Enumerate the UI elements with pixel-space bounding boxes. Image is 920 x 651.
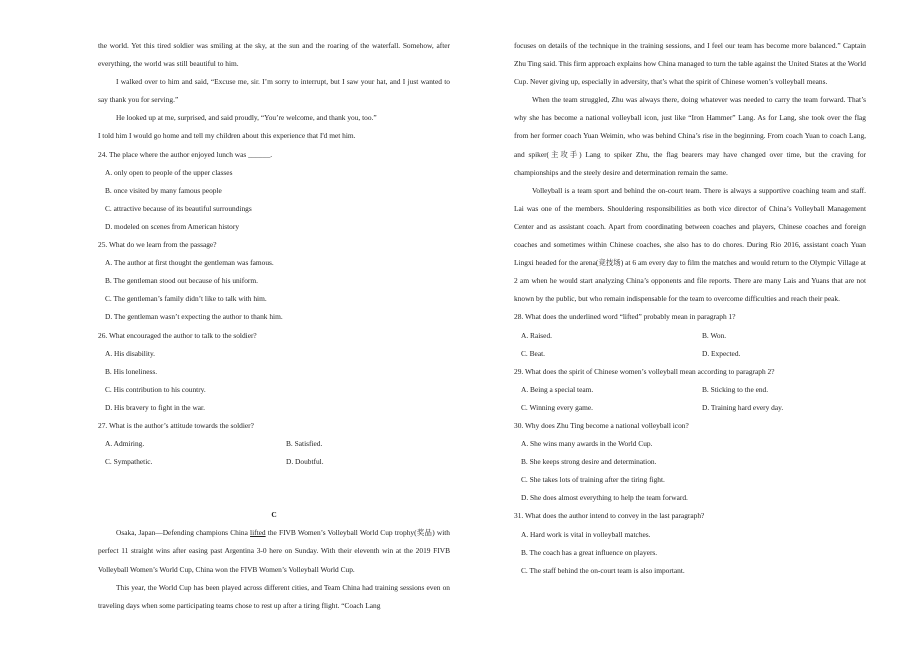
- question-27: [98, 417, 450, 471]
- passage-paragraph: Volleyball is a team sport and behind the on-court team. There is always a supportive coaching team and staff. Lai was one of the members. Shouldering responsibilities as both vice director of China’s Volleyball Management Center and as assistant coach. Apart from coordinating between coaches and players, Chinese coaches and foreign coaches and sometimes within Chinese coaches, she also has to do chores. During Rio 2016, assistant coach Yuan Lingxi headed for the arena(竞技场) at 6 am every day to film the matches and would return to the Olympic Village at 2 am when he would start analyzing China’s opponents and file reports. There are many Lais and Yuans that are not known by the public, but who remain indispensable for the team to overcome difficulties and reach their peak.: [514, 185, 866, 304]
- option-c: C. Winning every game.: [521, 402, 594, 412]
- option-a: A. Raised.: [521, 330, 552, 340]
- option-a: A. She wins many awards in the World Cup.: [521, 439, 653, 449]
- option-c: C. attractive because of its beautiful surroundings: [105, 203, 252, 213]
- question-25: [98, 236, 450, 326]
- passage-paragraph: When the team struggled, Zhu was always there, doing whatever was needed to carry the team forward. That’s why she has become a national volleyball icon, just like “Iron Hammer” Lang. As for Lang, she took over the flag from her former coach Yuan Weimin, who was behind China’s rise in the beginning. From coach Yuan to coach Lang, and spiker(主攻手) Lang to spiker Zhu, the flag bearers may have changed over time, but the craving for championships and the steely desire and determination remain the same.: [514, 95, 866, 177]
- question-29: [514, 363, 866, 417]
- question-stem: 28. What does the underlined word “lifted” probably mean in paragraph 1?: [514, 312, 736, 322]
- question-31: [514, 507, 866, 579]
- question-stem: 26. What encouraged the author to talk to the soldier?: [98, 330, 257, 340]
- section-heading: C: [271, 510, 277, 520]
- option-a: A. The author at first thought the gentleman was famous.: [105, 258, 274, 268]
- option-d: D. The gentleman wasn’t expecting the author to thank him.: [105, 312, 283, 322]
- section-spacer: [98, 471, 450, 506]
- option-b: B. once visited by many famous people: [105, 185, 222, 195]
- question-stem: 30. Why does Zhu Ting become a national volleyball icon?: [514, 420, 689, 430]
- question-stem: 31. What does the author intend to convey in the last paragraph?: [514, 511, 705, 521]
- option-row: [521, 381, 866, 399]
- passage-paragraph: I told him I would go home and tell my children about this experience that I'd met him.: [98, 131, 356, 141]
- option-a: A. His disability.: [105, 348, 156, 358]
- option-b: B. Sticking to the end.: [702, 384, 769, 394]
- option-d: D. She does almost everything to help the team forward.: [521, 493, 688, 503]
- passage-paragraph: focuses on details of the technique in the training sessions, and I feel our team has become more balanced.” Captain Zhu Ting said. This firm approach explains how China managed to turn the table against the United States at the World Cup. Never giving up, especially in adversity, that’s what the spirit of Chinese women’s volleyball means.: [514, 41, 866, 87]
- question-26: [98, 327, 450, 417]
- option-a: A. only open to people of the upper classes: [105, 167, 233, 177]
- option-row: [105, 453, 450, 471]
- option-c: C. Sympathetic.: [105, 457, 153, 467]
- question-30: [514, 417, 866, 507]
- option-d: D. Expected.: [702, 348, 741, 358]
- text-run: Osaka, Japan—Defending champions China: [116, 528, 251, 538]
- passage-paragraph: [98, 524, 450, 578]
- option-d: D. His bravery to fight in the war.: [105, 402, 205, 412]
- option-c: C. His contribution to his country.: [105, 384, 206, 394]
- option-b: B. The coach has a great influence on players.: [521, 547, 658, 557]
- passage-paragraph: He looked up at me, surprised, and said proudly, “You’re welcome, and thank you, too.”: [116, 113, 377, 123]
- option-row: [521, 399, 866, 417]
- text-run: the FIVB Women’s Volleyball World Cup trophy(奖品) with perfect 11 straight wins after easing past Argentina 3-0 here on Sunday. With their eleventh win at the 2019 FIVB Volleyball Women’s World Cup, China won the FIVB Women’s Volleyball World Cup.: [98, 528, 450, 574]
- underlined-word: lifted: [250, 528, 266, 538]
- question-stem: 24. The place where the author enjoyed lunch was ______.: [98, 149, 273, 159]
- option-row: [521, 327, 866, 345]
- option-c: C. Beat.: [521, 348, 546, 358]
- question-24: [98, 146, 450, 236]
- option-d: D. Training hard every day.: [702, 402, 784, 412]
- question-stem: 29. What does the spirit of Chinese women’s volleyball mean according to paragraph 2?: [514, 366, 775, 376]
- option-a: A. Being a special team.: [521, 384, 594, 394]
- question-stem: 25. What do we learn from the passage?: [98, 240, 217, 250]
- option-b: B. She keeps strong desire and determination.: [521, 457, 657, 467]
- option-b: B. His loneliness.: [105, 366, 158, 376]
- left-column: [98, 37, 450, 615]
- option-d: D. modeled on scenes from American history: [105, 221, 240, 231]
- option-row: [105, 435, 450, 453]
- option-d: D. Doubtful.: [286, 457, 324, 467]
- option-b: B. Satisfied.: [286, 439, 323, 449]
- passage-paragraph: I walked over to him and said, “Excuse me, sir. I’m sorry to interrupt, but I saw your hat, and I just wanted to say thank you for serving.”: [98, 77, 450, 105]
- right-column: [514, 37, 866, 580]
- option-c: C. She takes lots of training after the tiring fight.: [521, 475, 665, 485]
- option-a: A. Admiring.: [105, 439, 145, 449]
- passage-paragraph: the world. Yet this tired soldier was smiling at the sky, at the sun and the roaring of the waterfall. Somehow, after everything, the world was still beautiful to him.: [98, 41, 450, 69]
- option-row: [521, 345, 866, 363]
- passage-paragraph: This year, the World Cup has been played across different cities, and Team China had training sessions even on traveling days when some participating teams chose to rest up after a tiring flight. “Coach Lang: [98, 582, 450, 610]
- option-c: C. The staff behind the on-court team is also important.: [521, 565, 685, 575]
- question-stem: 27. What is the author’s attitude towards the soldier?: [98, 420, 254, 430]
- option-b: B. The gentleman stood out because of his uniform.: [105, 276, 258, 286]
- option-c: C. The gentleman’s family didn’t like to talk with him.: [105, 294, 267, 304]
- option-a: A. Hard work is vital in volleyball matches.: [521, 529, 651, 539]
- option-b: B. Won.: [702, 330, 727, 340]
- question-28: [514, 308, 866, 362]
